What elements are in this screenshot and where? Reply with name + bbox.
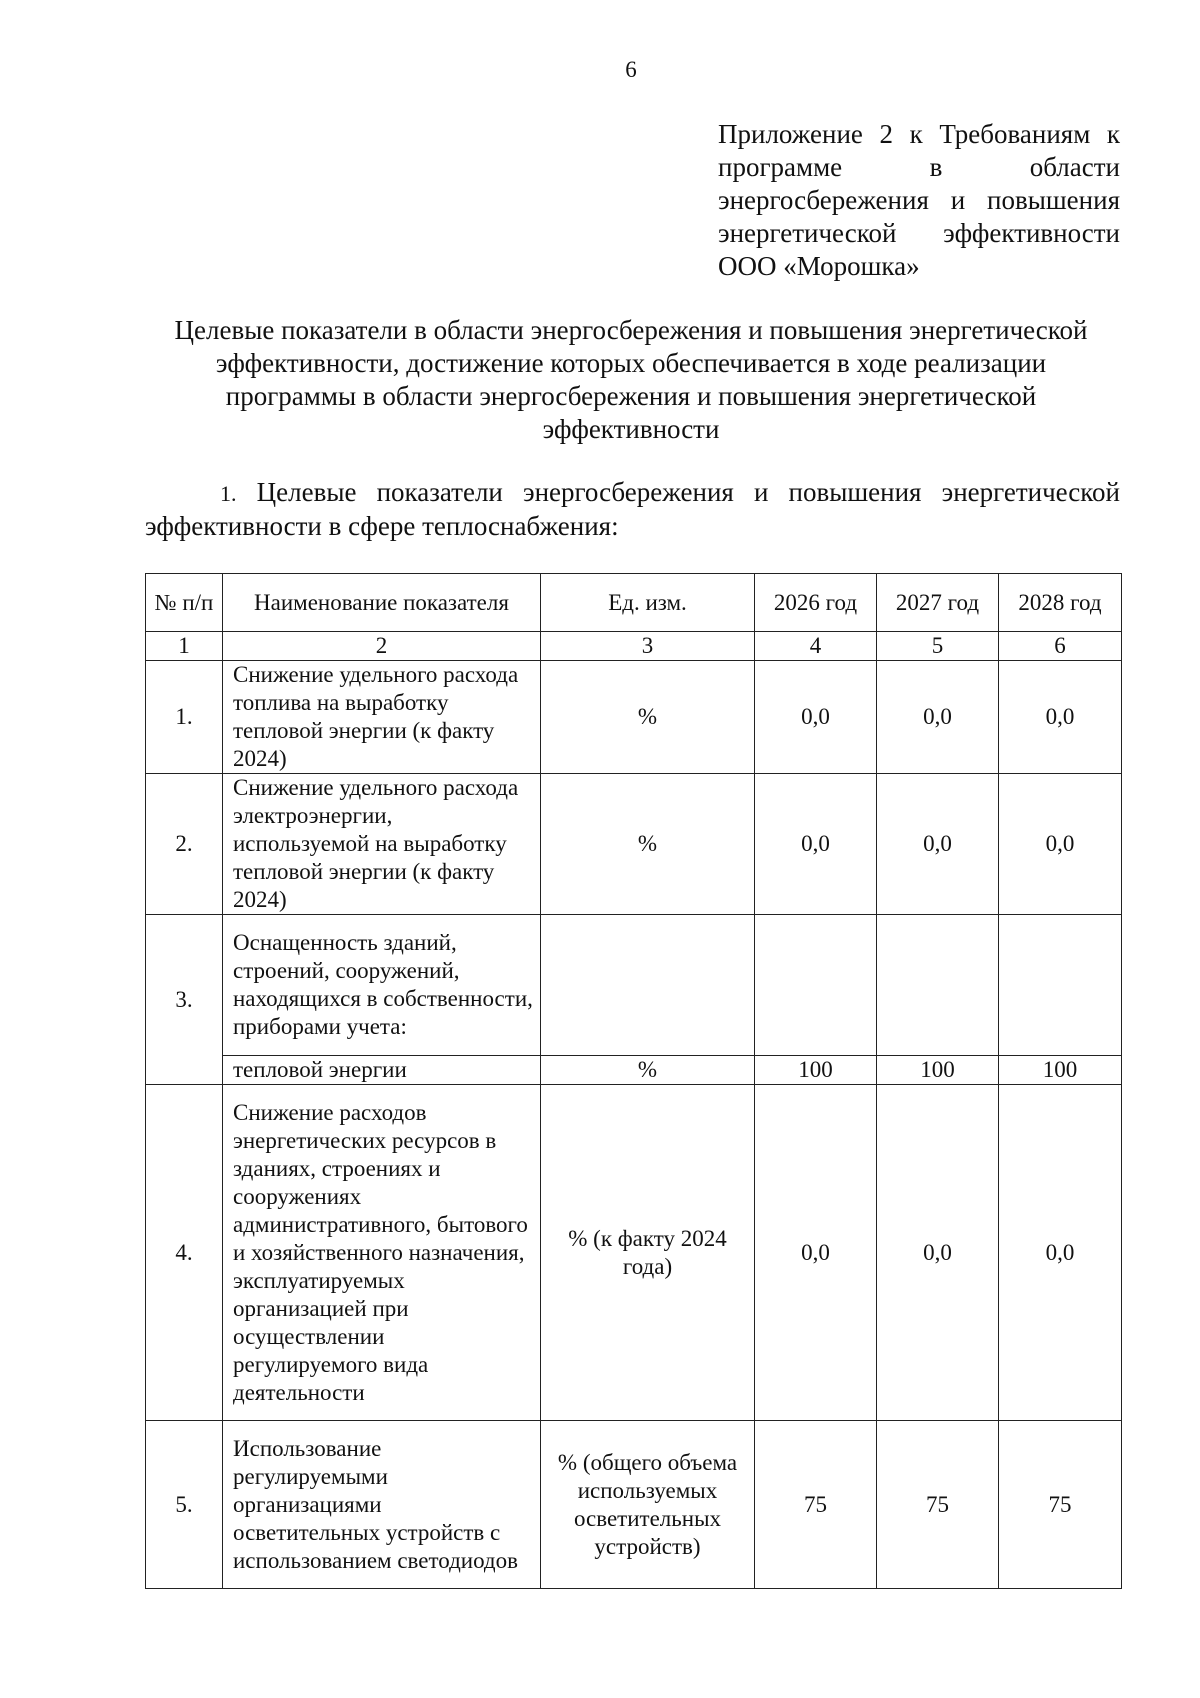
indicator-unit: % (общего объема используемых осветительных устройств) (541, 1421, 755, 1589)
page-number: 6 (625, 57, 637, 82)
table-row (146, 1085, 1122, 1421)
appendix-line: Приложение 2 к Требованиям к (718, 119, 1120, 149)
section-heading-line: эффективности в сфере теплоснабжения: (145, 511, 619, 541)
indicator-unit: % (541, 661, 755, 774)
value-2026: 0,0 (755, 774, 877, 915)
value-2028: 0,0 (999, 774, 1122, 915)
indicator-unit: % (541, 1056, 755, 1085)
appendix-line: энергетической эффективности (718, 218, 1120, 248)
column-index: 5 (877, 632, 999, 661)
column-index: 2 (223, 632, 541, 661)
value-2027: 100 (877, 1056, 999, 1085)
header-2028: 2028 год (999, 574, 1122, 632)
value-2026: 0,0 (755, 661, 877, 774)
indicators-table (145, 573, 1122, 1589)
column-index-row (146, 632, 1122, 661)
section-heading-line (145, 476, 1120, 510)
value-2027: 0,0 (877, 774, 999, 915)
column-index: 3 (541, 632, 755, 661)
column-index: 4 (755, 632, 877, 661)
table-row (146, 915, 1122, 1056)
row-number: 4. (146, 1085, 223, 1421)
value-2028: 100 (999, 1056, 1122, 1085)
value-2028 (999, 915, 1122, 1056)
appendix-note (718, 118, 1120, 283)
indicator-name: Снижение удельного расхода электроэнергии, используемой на выработку тепловой энергии (к факту 2024) (223, 774, 541, 915)
header-num: № п/п (146, 574, 223, 632)
value-2028: 0,0 (999, 661, 1122, 774)
header-2026: 2026 год (755, 574, 877, 632)
title-line: эффективности, достижение которых обеспечивается в ходе реализации (215, 348, 1047, 378)
header-unit: Ед. изм. (541, 574, 755, 632)
value-2027: 0,0 (877, 1085, 999, 1421)
appendix-line: ООО «Морошка» (718, 251, 920, 281)
indicator-subname: тепловой энергии (223, 1056, 541, 1085)
indicator-unit (541, 915, 755, 1056)
indicator-unit: % (к факту 2024 года) (541, 1085, 755, 1421)
indicator-name: Использование регулируемыми организациями осветительных устройств с использованием светодиодов (223, 1421, 541, 1589)
section-heading (145, 476, 1120, 543)
indicator-unit: % (541, 774, 755, 915)
row-number: 3. (146, 915, 223, 1085)
table-row (146, 1421, 1122, 1589)
appendix-line: программе в области (718, 152, 1120, 182)
section-number: 1. (220, 481, 237, 506)
table-subrow (146, 1056, 1122, 1085)
section-heading-text: Целевые показатели энергосбережения и повышения энергетической (256, 477, 1120, 507)
value-2026 (755, 915, 877, 1056)
table-header-row (146, 574, 1122, 632)
header-name: Наименование показателя (223, 574, 541, 632)
column-index: 1 (146, 632, 223, 661)
column-index: 6 (999, 632, 1122, 661)
value-2027: 75 (877, 1421, 999, 1589)
row-number: 1. (146, 661, 223, 774)
title-line: эффективности (542, 414, 720, 444)
indicator-name: Оснащенность зданий, строений, сооружений, находящихся в собственности, приборами учета: (223, 915, 541, 1056)
document-title (135, 314, 1127, 446)
row-number: 2. (146, 774, 223, 915)
value-2026: 100 (755, 1056, 877, 1085)
value-2027 (877, 915, 999, 1056)
table-row (146, 774, 1122, 915)
title-line: Целевые показатели в области энергосбережения и повышения энергетической (174, 315, 1088, 345)
value-2026: 75 (755, 1421, 877, 1589)
indicator-name: Снижение расходов энергетических ресурсов в зданиях, строениях и сооружениях административного, бытового и хозяйственного назначения, эксплуатируемых организацией при осуществлении регулируемого вида деятельности (223, 1085, 541, 1421)
indicator-name: Снижение удельного расхода топлива на выработку тепловой энергии (к факту 2024) (223, 661, 541, 774)
table-row (146, 661, 1122, 774)
title-line: программы в области энергосбережения и повышения энергетической (225, 381, 1037, 411)
value-2027: 0,0 (877, 661, 999, 774)
row-number: 5. (146, 1421, 223, 1589)
value-2028: 0,0 (999, 1085, 1122, 1421)
appendix-line: энергосбережения и повышения (718, 185, 1120, 215)
header-2027: 2027 год (877, 574, 999, 632)
value-2026: 0,0 (755, 1085, 877, 1421)
value-2028: 75 (999, 1421, 1122, 1589)
